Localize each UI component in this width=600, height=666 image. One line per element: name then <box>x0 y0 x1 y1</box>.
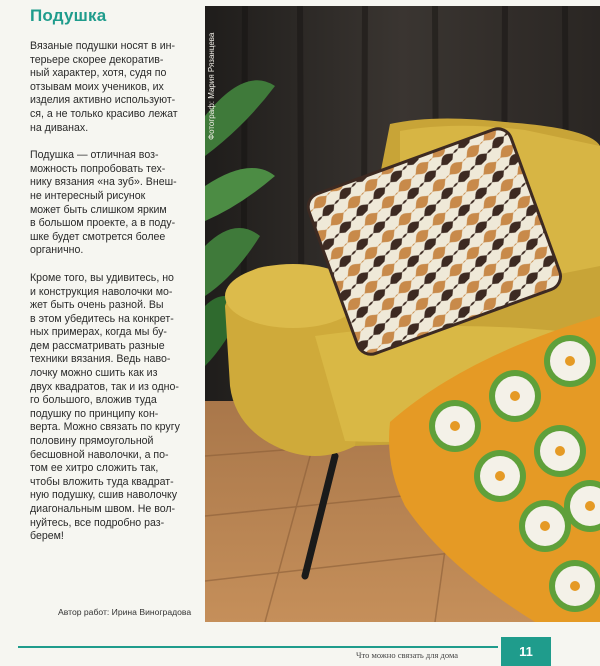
paragraph-1: Вязаные подушки носят в ин- терьере скорее декоратив- ный характер, хотя, судя по отзывам моих учеников, их изделия активно используют- ся, а не только красиво лежат на диванах. <box>30 40 178 134</box>
armchair-illustration <box>205 6 600 622</box>
paragraph-2: Подушка — отличная воз- можность попробовать тех- нику вязания «на зуб». Внеш- не интересный рисунок может быть слишком ярким в большом проекте, а в поду- шке будет смотрется более органично. <box>30 149 177 257</box>
photo-credit: Фотограф: Мария Рязанцева <box>207 32 216 140</box>
page-number: 11 <box>501 637 551 666</box>
armchair-photo <box>205 6 600 622</box>
article-title: Подушка <box>30 6 107 25</box>
paragraph-3: Кроме того, вы удивитесь, но и конструкция наволочки мо- жет быть очень разной. Вы в этом убедитесь на конкрет- ных примерах, когда мы бу- дем рассматривать разные техники вязания. Ведь наво- лочку можно сшить как из двух квадратов, так и из одно- го большого, вложив туда подушку по принципу кон- верта. Можно связать по кругу половину прямоугольной бесшовной наволочки, а по- том ее хитро сложить так, чтобы вложить туда квадрат- ную подушку, сшив наволочку диагональным швом. Не вол- нуйтесь, все подробно раз- берем! <box>30 271 180 543</box>
footer-section-title: Что можно связать для дома <box>356 650 459 660</box>
author-credit: Автор работ: Ирина Виноградова <box>58 607 192 617</box>
footer-divider <box>18 646 498 648</box>
text-column <box>30 6 200 558</box>
